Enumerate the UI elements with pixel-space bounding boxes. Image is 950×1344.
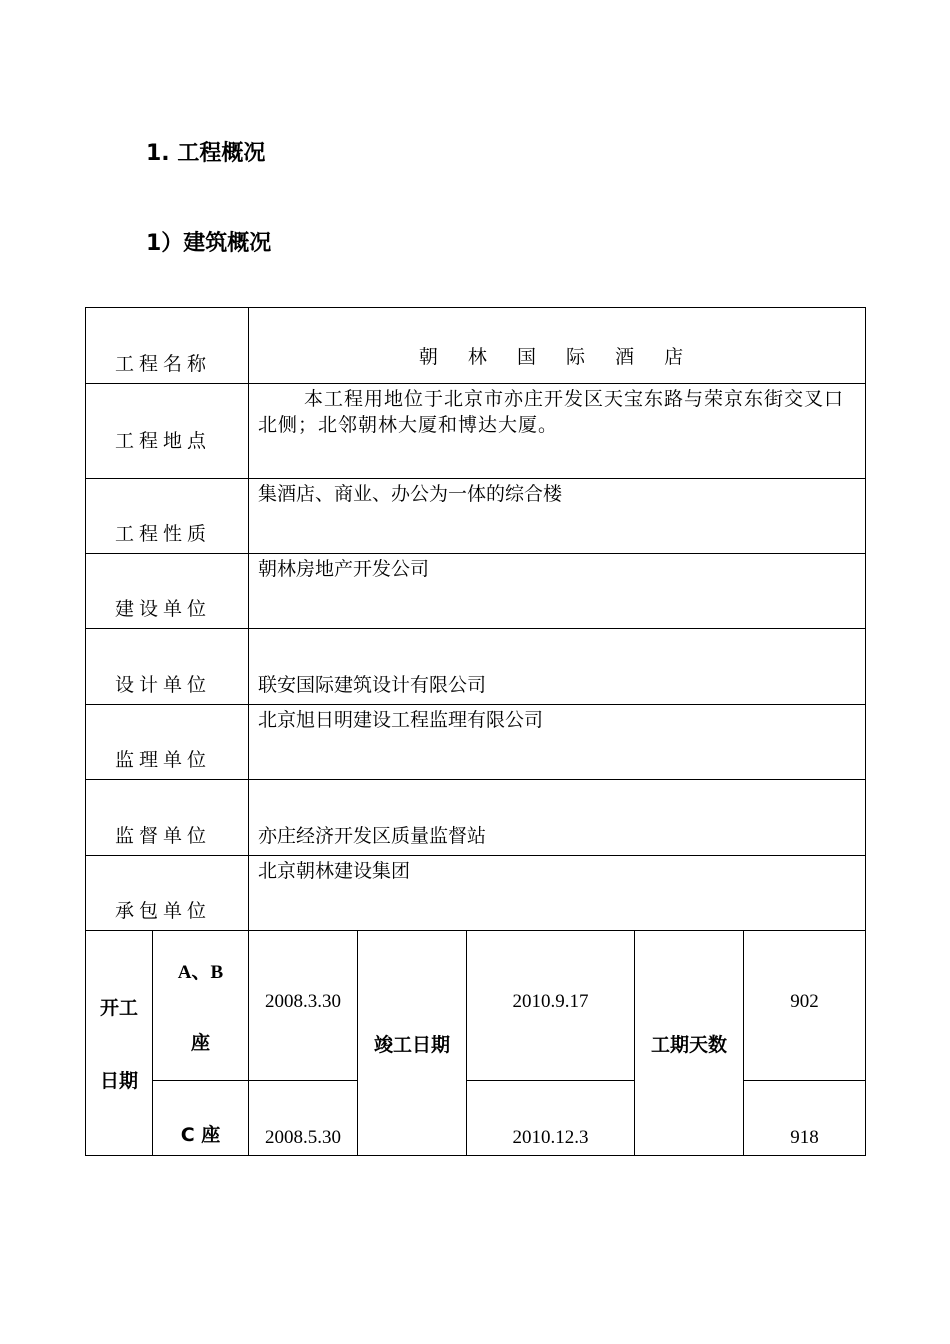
block-c-end: 2010.12.3 bbox=[467, 1081, 635, 1156]
table-row bbox=[86, 308, 866, 384]
table-row bbox=[86, 479, 866, 554]
project-location-value: 本工程用地位于北京市亦庄开发区天宝东路与荣京东街交叉口北侧；北邻朝林大厦和博达大厦。 bbox=[249, 384, 866, 479]
label-cell: 监督单位 bbox=[86, 780, 249, 856]
table-row bbox=[86, 931, 866, 1081]
label-cell: 工程地点 bbox=[86, 384, 249, 479]
label-cell: 设计单位 bbox=[86, 629, 249, 705]
block-ab-end: 2010.9.17 bbox=[467, 931, 635, 1081]
label-cell: 承包单位 bbox=[86, 856, 249, 931]
table-row bbox=[86, 705, 866, 780]
supervisor-value: 北京旭日明建设工程监理有限公司 bbox=[249, 705, 866, 780]
table-row bbox=[86, 384, 866, 479]
block-c-days: 918 bbox=[744, 1081, 866, 1156]
table-row bbox=[86, 856, 866, 931]
inspector-value: 亦庄经济开发区质量监督站 bbox=[249, 780, 866, 856]
block-c-start: 2008.5.30 bbox=[249, 1081, 358, 1156]
completion-date-label: 竣工日期 bbox=[358, 931, 467, 1156]
subsection-heading: 1）建筑概况 bbox=[146, 231, 272, 256]
block-ab-days: 902 bbox=[744, 931, 866, 1081]
block-ab-label: A、B 座 bbox=[153, 931, 249, 1081]
table-row bbox=[86, 1081, 866, 1156]
table-row bbox=[86, 554, 866, 629]
label-cell: 工程名称 bbox=[86, 308, 249, 384]
project-name-value: 朝 林 国 际 酒 店 bbox=[249, 308, 866, 384]
project-nature-value: 集酒店、商业、办公为一体的综合楼 bbox=[249, 479, 866, 554]
designer-value: 联安国际建筑设计有限公司 bbox=[249, 629, 866, 705]
table-row bbox=[86, 780, 866, 856]
duration-label: 工期天数 bbox=[635, 931, 744, 1156]
contractor-value: 北京朝林建设集团 bbox=[249, 856, 866, 931]
schedule-table bbox=[85, 930, 866, 1156]
label-cell: 工程性质 bbox=[86, 479, 249, 554]
developer-value: 朝林房地产开发公司 bbox=[249, 554, 866, 629]
block-ab-start: 2008.3.30 bbox=[249, 931, 358, 1081]
section-heading: 1. 工程概况 bbox=[146, 141, 266, 166]
block-c-label: C 座 bbox=[153, 1081, 249, 1156]
label-cell: 监理单位 bbox=[86, 705, 249, 780]
table-row bbox=[86, 629, 866, 705]
label-cell: 建设单位 bbox=[86, 554, 249, 629]
start-date-label: 开工 日期 bbox=[86, 931, 153, 1156]
project-info-table bbox=[85, 307, 866, 931]
